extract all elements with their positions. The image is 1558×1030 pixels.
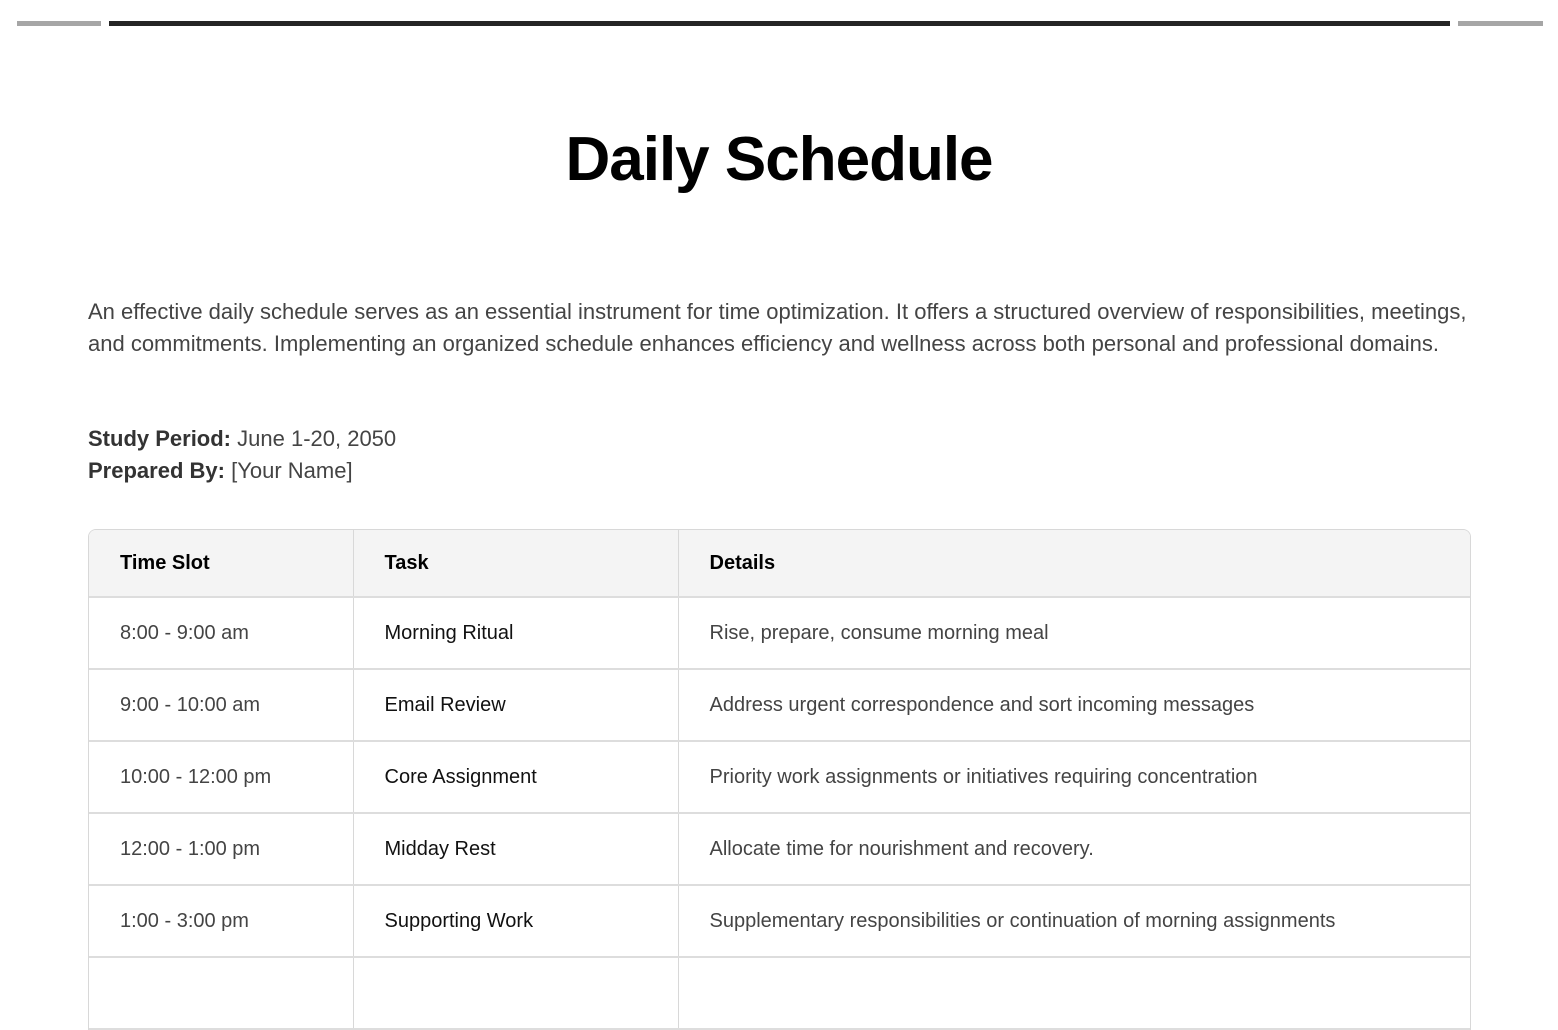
header-time-slot: Time Slot [89, 530, 353, 597]
top-rule-left [17, 21, 101, 26]
task-cell: Morning Ritual [353, 597, 678, 669]
header-task: Task [353, 530, 678, 597]
top-rule-right [1458, 21, 1543, 26]
table-row [89, 957, 1470, 1029]
header-details: Details [678, 530, 1470, 597]
task-cell: Core Assignment [353, 741, 678, 813]
top-rule-center [109, 21, 1450, 26]
time-slot-cell: 8:00 - 9:00 am [89, 597, 353, 669]
table-row [89, 669, 1470, 741]
table-header-row [89, 530, 1470, 597]
table-row [89, 597, 1470, 669]
time-slot-cell: 9:00 - 10:00 am [89, 669, 353, 741]
task-cell: Midday Rest [353, 813, 678, 885]
document-meta [88, 423, 396, 487]
details-cell: Address urgent correspondence and sort incoming messages [678, 669, 1470, 741]
table-row [89, 885, 1470, 957]
time-slot-cell [89, 957, 353, 1029]
schedule-table-container [88, 529, 1471, 1030]
task-cell: Supporting Work [353, 885, 678, 957]
intro-paragraph: An effective daily schedule serves as an essential instrument for time optimization. It offers a structured overview of responsibilities, meetings, and commitments. Implementing an organized schedule enhances efficiency and wellness across both personal and professional domains. [88, 299, 1467, 356]
time-slot-cell: 10:00 - 12:00 pm [89, 741, 353, 813]
table-row [89, 813, 1470, 885]
details-cell: Allocate time for nourishment and recovery. [678, 813, 1470, 885]
table-row [89, 741, 1470, 813]
task-cell: Email Review [353, 669, 678, 741]
details-cell [678, 957, 1470, 1029]
prepared-by-label: Prepared By: [88, 458, 225, 483]
study-period-label: Study Period: [88, 426, 232, 451]
details-cell: Priority work assignments or initiatives requiring concentration [678, 741, 1470, 813]
study-period-value: June 1-20, 2050 [237, 426, 397, 451]
prepared-by-value: [Your Name] [231, 458, 353, 483]
page-title: Daily Schedule [565, 125, 993, 194]
task-cell [353, 957, 678, 1029]
details-cell: Supplementary responsibilities or continuation of morning assignments [678, 885, 1470, 957]
details-cell: Rise, prepare, consume morning meal [678, 597, 1470, 669]
study-period-row [88, 423, 396, 455]
prepared-by-row [88, 455, 396, 487]
time-slot-cell: 1:00 - 3:00 pm [89, 885, 353, 957]
time-slot-cell: 12:00 - 1:00 pm [89, 813, 353, 885]
schedule-table [89, 530, 1470, 1030]
